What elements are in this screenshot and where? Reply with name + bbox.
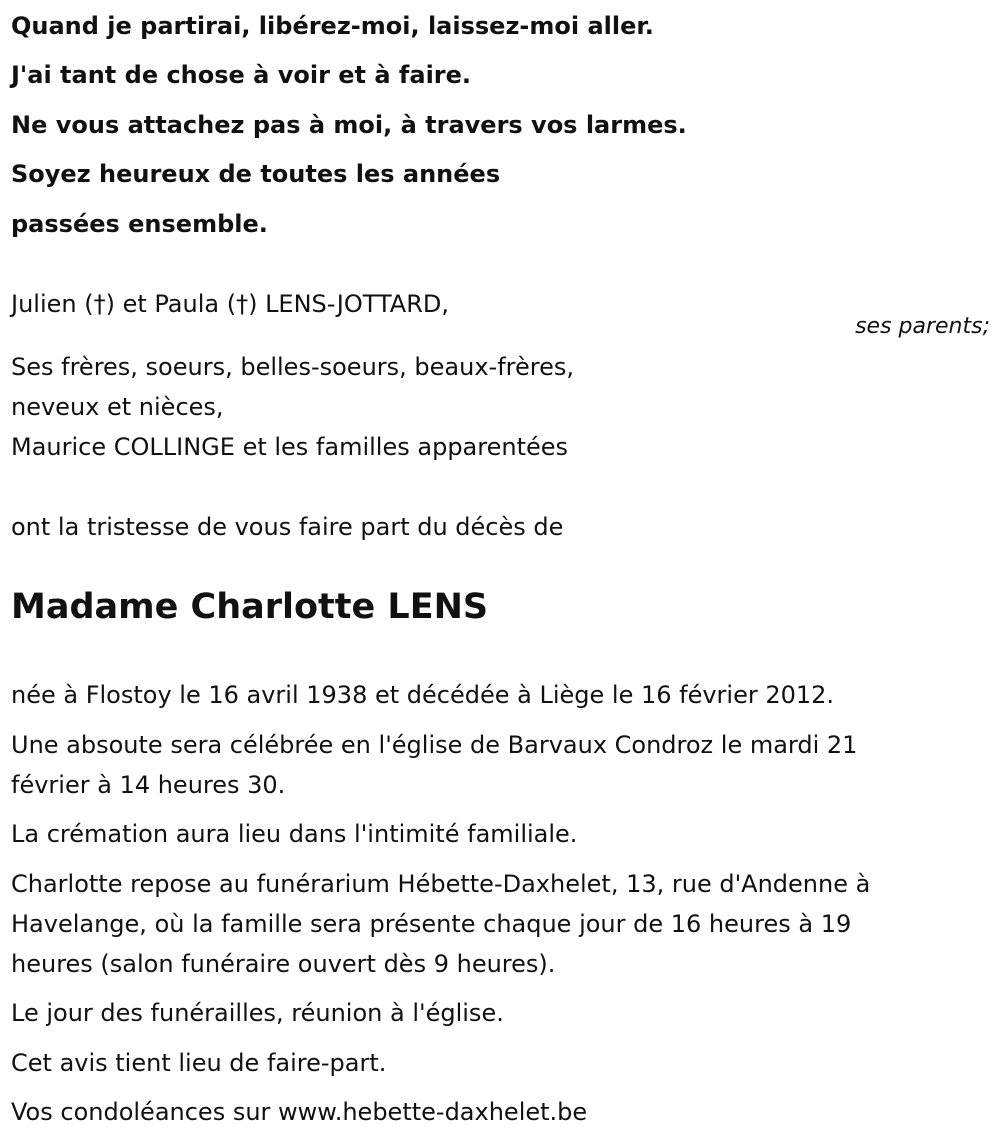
relatives-line: neveux et nièces, — [11, 393, 224, 421]
deceased-name: Madame Charlotte LENS — [11, 587, 489, 627]
funeral-day-text: Le jour des funérailles, réunion à l'église. — [11, 999, 504, 1027]
birth-death-text: née à Flostoy le 16 avril 1938 et décédée à Liège le 16 février 2012. — [11, 681, 835, 709]
relatives-line: Ses frères, soeurs, belles-soeurs, beaux-frères, — [11, 353, 574, 381]
parents-line: Julien (†) et Paula (†) LENS-JOTTARD, — [11, 290, 449, 318]
condolences-text: Vos condoléances sur www.hebette-daxhelet.be — [11, 1098, 588, 1126]
poem-line: Quand je partirai, libérez-moi, laissez-moi aller. — [11, 12, 654, 40]
parents-note: ses parents; — [855, 314, 990, 339]
relatives-line: Maurice COLLINGE et les familles apparentées — [11, 433, 569, 461]
poem-line: J'ai tant de chose à voir et à faire. — [11, 61, 472, 89]
absoute-line: février à 14 heures 30. — [11, 771, 286, 799]
poem-line: Soyez heureux de toutes les années — [11, 160, 501, 188]
funerarium-line: Charlotte repose au funérarium Hébette-Daxhelet, 13, rue d'Andenne à — [11, 870, 871, 898]
absoute-line: Une absoute sera célébrée en l'église de Barvaux Condroz le mardi 21 — [11, 731, 858, 759]
funerarium-line: heures (salon funéraire ouvert dès 9 heures). — [11, 950, 556, 978]
notice-text: Cet avis tient lieu de faire-part. — [11, 1049, 387, 1077]
funerarium-line: Havelange, où la famille sera présente chaque jour de 16 heures à 19 — [11, 910, 852, 938]
announcement-text: ont la tristesse de vous faire part du décès de — [11, 513, 564, 541]
poem-line: passées ensemble. — [11, 210, 268, 238]
poem-line: Ne vous attachez pas à moi, à travers vos larmes. — [11, 111, 687, 139]
cremation-text: La crémation aura lieu dans l'intimité familiale. — [11, 820, 578, 848]
